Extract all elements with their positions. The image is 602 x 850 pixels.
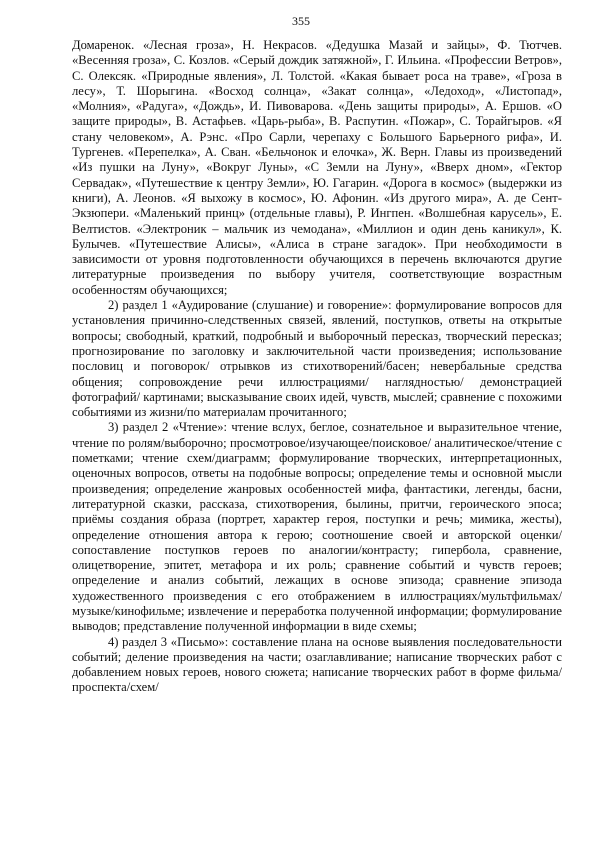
paragraph-literature-list: Домаренок. «Лесная гроза», Н. Некрасов. «Дедушка Мазай и зайцы», Ф. Тютчев. «Весенняя гроза», С. Козлов. «Серый дождик затяжной», Г. Ильина. «Профессии Ветров», С. Олексяк. «Природные явления», Л. Толстой. «Какая бывает роса на траве», «Гроза в лесу», Т. Шорыгина. «Восход солнца», «Закат солнца», «Ледоход», «Листопад», «Молния», «Радуга», «Дождь», И. Пивоварова. «День защиты природы», А. Ершов. «О защите природы», В. Астафьев. «Царь-рыба», В. Распутин. «Пожар», С. Торайгыров. «Я стану человеком», А. Рэнс. «Про Сарли, черепаху с Большого Барьерного рифа», И. Тургенев. «Перепелка», А. Сван. «Бельчонок и елочка», Ж. Верн. Главы из произведений «Из пушки на Луну», «Вокруг Луны», «С Земли на Луну», «Вверх дном», «Гектор Сервадак», «Путешествие к центру Земли», Ю. Гагарин. «Дорога в космос» (выдержки из книги), А. Леонов. «Я выхожу в космос», Ю. Афонин. «Из другого мира», А. де Сент-Экзюпери. «Маленький принц» (отдельные главы), Р. Ингпен. «Волшебная карусель», Е. Велтистов. «Электроник – мальчик из чемодана», «Миллион и один день каникул», К. Булычев. «Путешествие Алисы», «Алиса в стране загадок». При необходимости в зависимости от уровня подготовленности обучающихся в перечень включаются другие литературные произведения по выбору учителя, соответствующие возрастным особенностям обучающихся; <box>72 38 562 297</box>
paragraph-section-2-reading: 3) раздел 2 «Чтение»: чтение вслух, беглое, сознательное и выразительное чтение, чтение по ролям/выборочно; просмотровое/изучающее/поисковое/ аналитическое/чтение с пометками; чтение схем/диаграмм; формулирование творческих, интерпретационных, оценочных вопросов, ответы на подобные вопросы; определение темы и основной мысли произведения; определение жанровых особенностей мифа, фантастики, легенды, басни, литературной сказки, рассказа, стихотворения, былины, притчи, героического эпоса; приёмы создания образа (портрет, характер героя, поступки и речь; мимика, жесты), определение отношения автора к герою; соотношение своей и авторской оценки/сопоставление поступков героев по аналогии/контрасту; гипербола, сравнение, олицетворение, эпитет, метафора и их роль; сравнение событий и чувств героев; определение и анализ событий, лежащих в основе эпизода; сравнение эпизода художественного произведения с его отображением в иллюстрациях/мультфильмах/музыке/кинофильме; извлечение и переработка полученной информации; формулирование выводов; представление полученной информации в виде схемы; <box>72 420 562 634</box>
page-number: 355 <box>292 14 310 28</box>
paragraph-section-1-listening: 2) раздел 1 «Аудирование (слушание) и говорение»: формулирование вопросов для установления причинно-следственных связей, явлений, поступков, ответы на открытые вопросы; свободный, краткий, подробный и выборочный пересказ, творческий пересказ; прогнозирование по заголовку и заключительной части произведения; использование пословиц и поговорок/ отрывков из стихотворений/басен; невербальные средства общения; сопровождение речи иллюстрациями/ наглядностью/ демонстрацией фотографий/ картинами; высказывание своих идей, чувств, мыслей; сравнение с похожими событиями из жизни/по материалам прочитанного; <box>72 298 562 420</box>
page-content <box>72 38 562 696</box>
paragraph-section-3-writing: 4) раздел 3 «Письмо»: составление плана на основе выявления последовательности событий; деление произведения на части; озаглавливание; написание творческих работ с добавлением новых героев, нового сюжета; написание творческих работ в форме фильма/проспекта/схем/ <box>72 634 562 695</box>
